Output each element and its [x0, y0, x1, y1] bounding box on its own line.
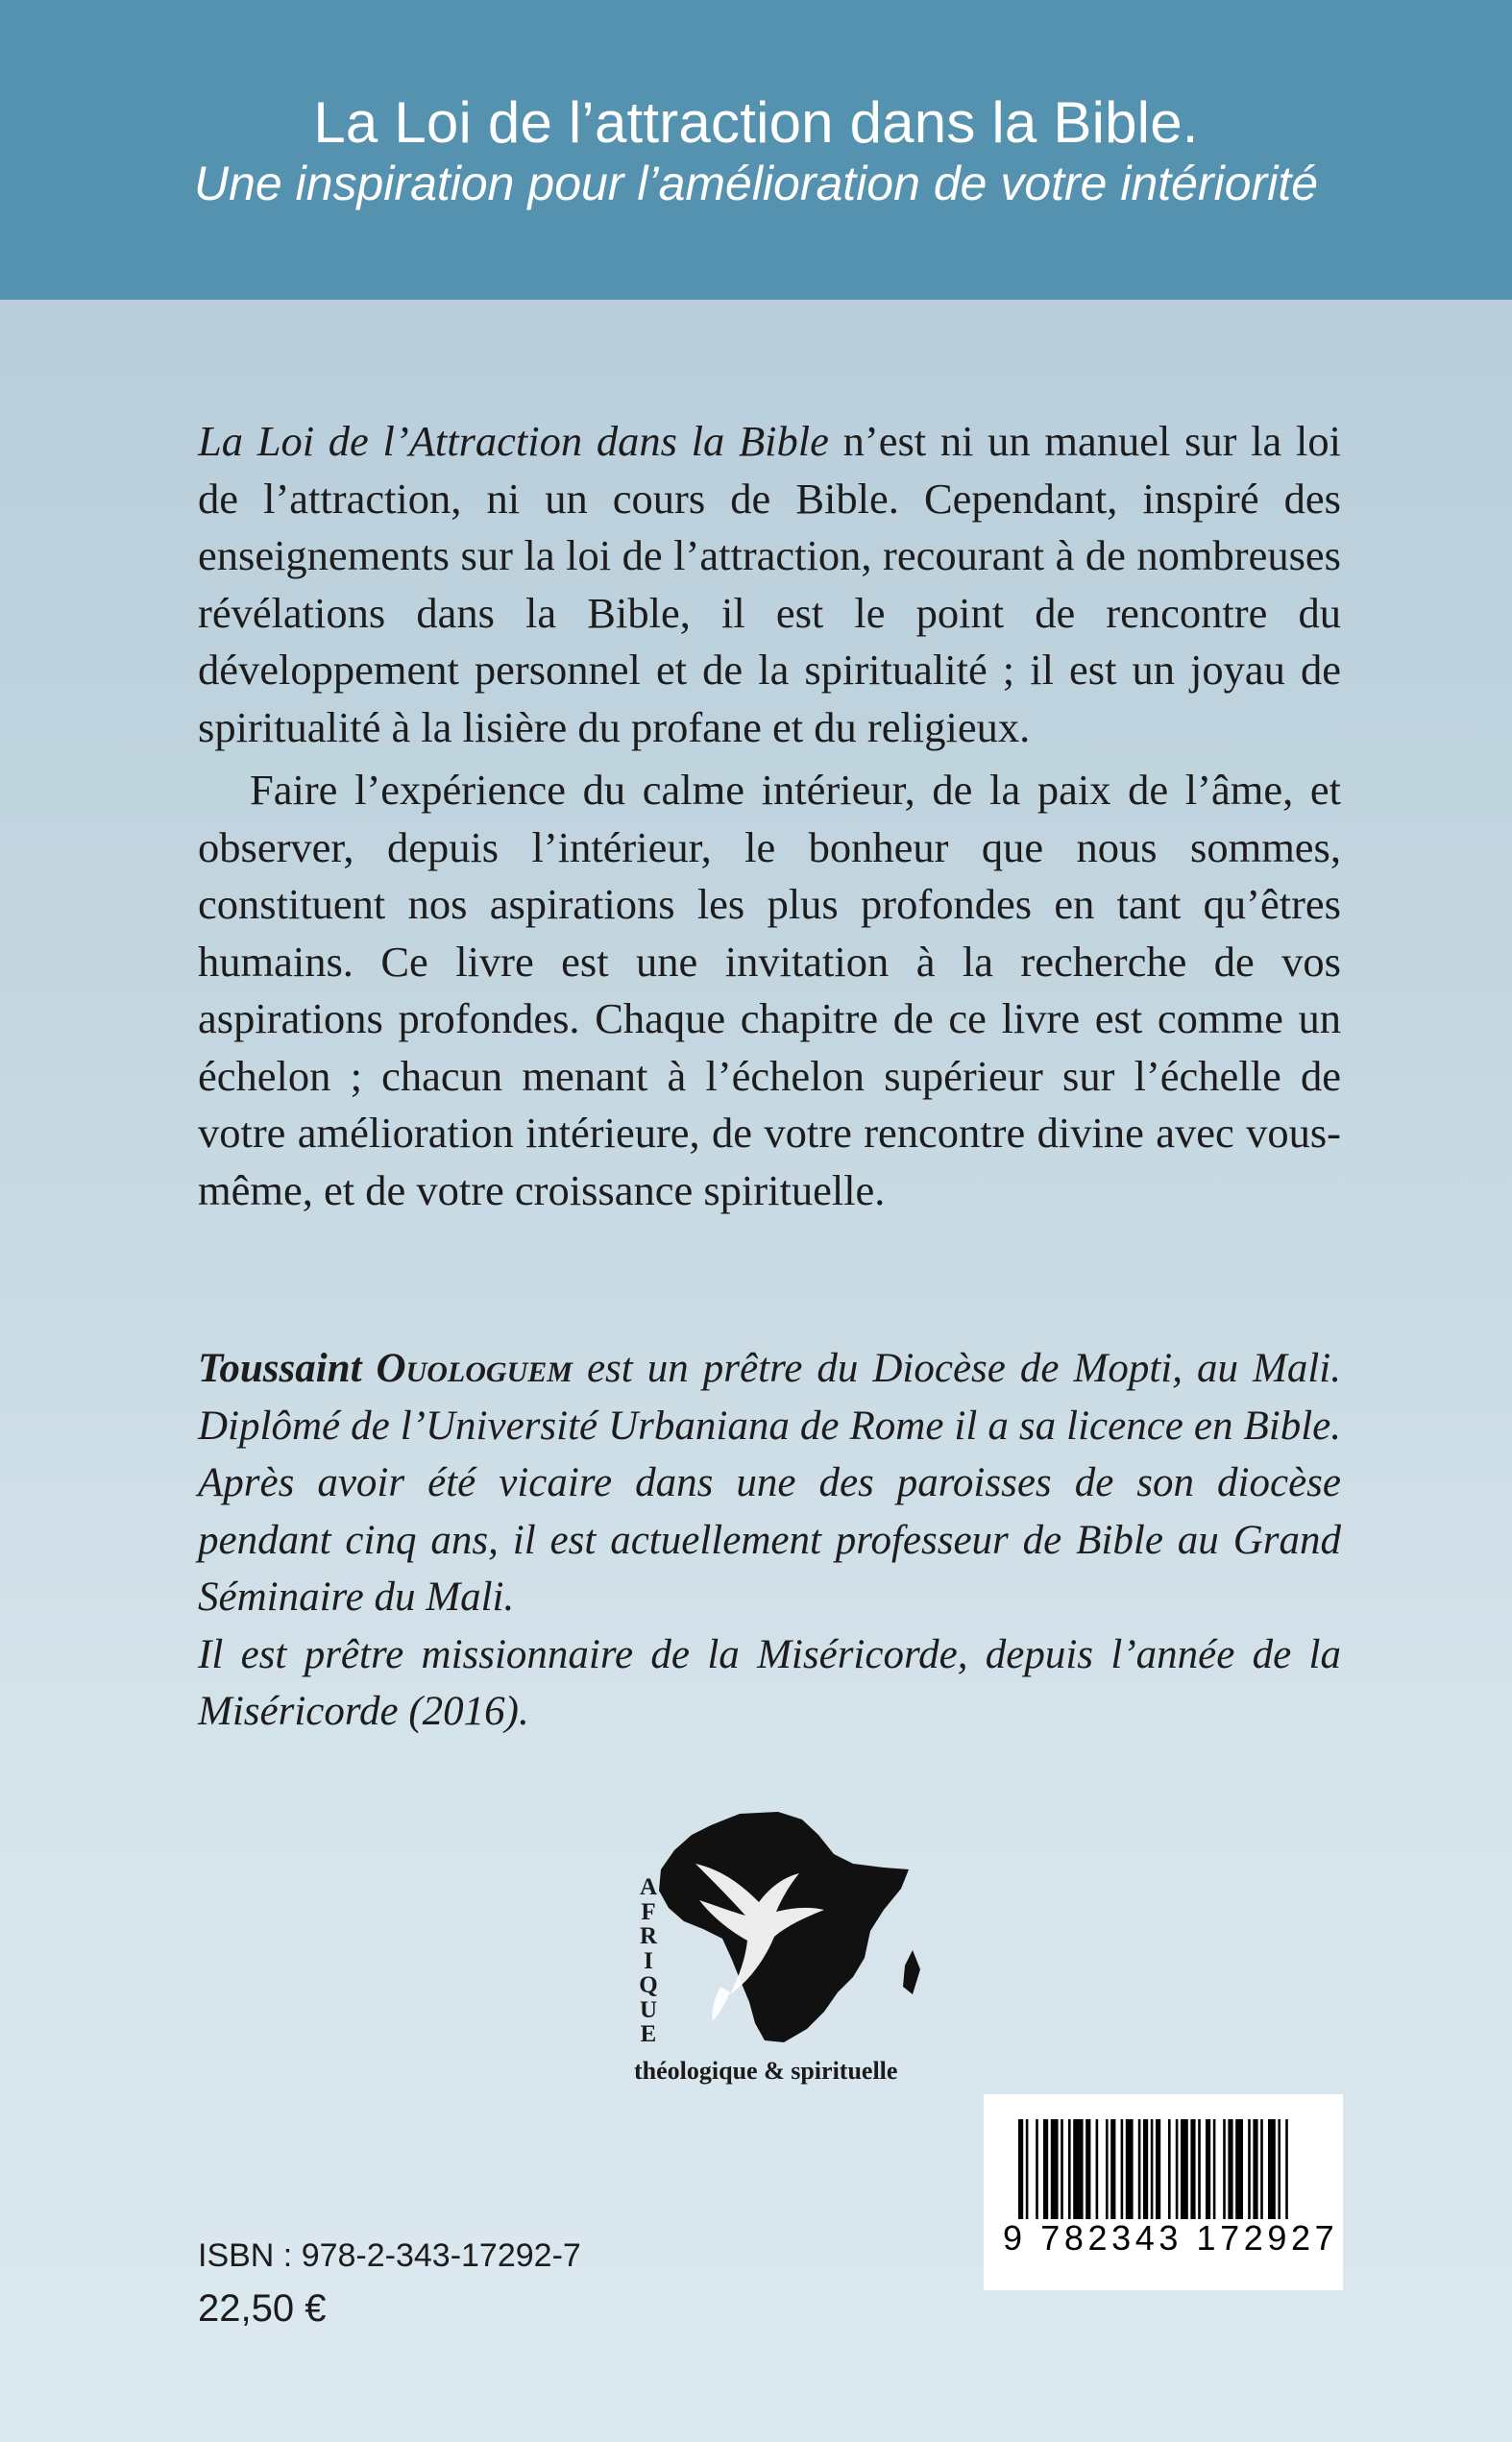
barcode-bar: [1278, 2119, 1280, 2219]
barcode-bar: [1235, 2119, 1243, 2219]
logo-letter: F: [641, 1898, 656, 1925]
logo-letter: U: [639, 1996, 658, 2023]
logo-letter: I: [644, 1947, 653, 1974]
logo-vertical-letters: [634, 1875, 663, 2047]
barcode-bar: [1181, 2119, 1188, 2219]
description-paragraph-1-text: n’est ni un manuel sur la loi de l’attraction, ni un cours de Bible. Cependant, inspiré des enseignements sur la loi de l’attraction, recourant à de nombreuses révélations dans la Bible, il est le point de rencontre du développement personnel et de la spiritualité ; il est un joyau de spiritualité à la lisière du profane et du religieux.: [198, 417, 1342, 751]
barcode-bar: [1043, 2119, 1048, 2219]
barcode-bar: [1228, 2119, 1232, 2219]
barcode-bar: [1253, 2119, 1257, 2219]
barcode-bar: [1151, 2119, 1154, 2219]
barcode-bar: [1190, 2119, 1195, 2219]
barcode-bar: [1213, 2119, 1216, 2219]
logo-letter: A: [639, 1874, 658, 1900]
barcode-bar: [1018, 2119, 1023, 2219]
barcode-bar: [1168, 2119, 1171, 2219]
barcode-bar: [1248, 2119, 1251, 2219]
author-bio-text: est un prêtre du Diocèse de Mopti, au Mali. Diplômé de l’Université Urbaniana de Rome il a sa licence en Bible. Après avoir été vicaire dans une des paroisses de son diocèse pendant cinq ans, il est actuellement professeur de Bible au Grand Séminaire du Mali.: [198, 1346, 1341, 1620]
barcode-bar: [1285, 2119, 1288, 2219]
book-subtitle: Une inspiration pour l’amélioration de votre intériorité: [193, 157, 1319, 210]
barcode-bar: [1096, 2119, 1099, 2219]
barcode-bar: [1156, 2119, 1160, 2219]
author-bio-paragraph-1: [198, 1340, 1341, 1626]
barcode-bar: [1176, 2119, 1179, 2219]
isbn-label: ISBN : 978-2-343-17292-7: [198, 2237, 581, 2274]
book-description: [198, 413, 1341, 1219]
barcode-bar: [1073, 2119, 1083, 2219]
barcode-bar: [1036, 2119, 1038, 2219]
barcode-bar: [1110, 2119, 1115, 2219]
barcode-number: 9 782343 172927: [1003, 2218, 1339, 2258]
price-label: 22,50 €: [198, 2287, 327, 2330]
barcode-bar: [1143, 2119, 1148, 2219]
author-bio-paragraph-2: Il est prêtre missionnaire de la Miséricorde, depuis l’année de la Miséricorde (2016).: [198, 1631, 1341, 1734]
publisher-logo: [596, 1806, 941, 2104]
barcode-bar: [1085, 2119, 1090, 2219]
barcode: [984, 2094, 1343, 2290]
author-last-name: Ouologuem: [376, 1346, 573, 1391]
logo-letter: E: [640, 2021, 657, 2047]
author-bio: [198, 1340, 1341, 1741]
barcode-bar: [1268, 2119, 1276, 2219]
description-title-italic: La Loi de l’Attraction dans la Bible: [198, 417, 829, 465]
barcode-bar: [1126, 2119, 1134, 2219]
barcode-bar: [1138, 2119, 1141, 2219]
logo-caption: théologique & spirituelle: [634, 2057, 898, 2085]
logo-letter: R: [639, 1923, 658, 1949]
barcode-bar: [1068, 2119, 1071, 2219]
barcode-bar: [1106, 2119, 1109, 2219]
barcode-bar: [1121, 2119, 1124, 2219]
barcode-bar: [1198, 2119, 1201, 2219]
barcode-bar: [1223, 2119, 1226, 2219]
header-band: [0, 0, 1512, 300]
author-first-name: Toussaint: [198, 1346, 377, 1391]
description-paragraph-2: Faire l’expérience du calme intérieur, de la paix de l’âme, et observer, depuis l’intérieur, le bonheur que nous sommes, constituent nos aspirations les plus profondes en tant qu’êtres humains. Ce livre est une invitation à la recherche de vos aspirations profondes. Chaque chapitre de ce livre est comme un échelon ; chacun menant à l’échelon supérieur sur l’échelle de votre amélioration intérieure, de votre rencontre divine avec vous-même, et de votre croissance spirituelle.: [198, 766, 1341, 1214]
barcode-bar: [1026, 2119, 1029, 2219]
barcode-bar: [1206, 2119, 1210, 2219]
barcode-bar: [1260, 2119, 1263, 2219]
barcode-bar: [1051, 2119, 1059, 2219]
book-title: La Loi de l’attraction dans la Bible.: [313, 90, 1199, 155]
barcode-bars: [984, 2094, 1343, 2290]
logo-letter: Q: [639, 1972, 658, 1998]
description-paragraph-1: [198, 413, 1341, 756]
barcode-bar: [1061, 2119, 1063, 2219]
